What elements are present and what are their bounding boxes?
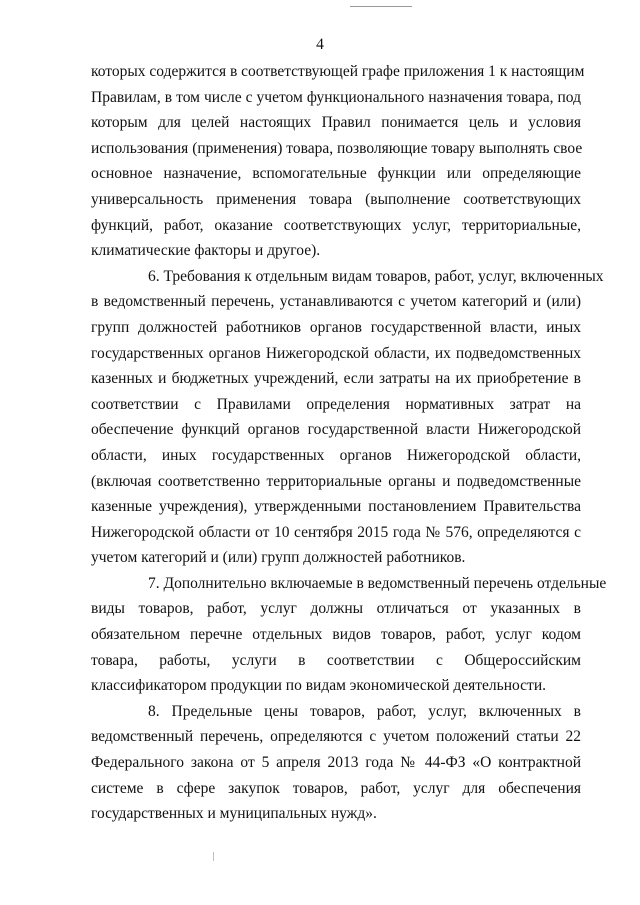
paragraph-7 — [91, 571, 607, 699]
text-line: Нижегородской области от 10 сентября 2015 года № 576, определяются с — [91, 523, 581, 541]
text-line: государственных органов Нижегородской области, их подведомственных — [91, 344, 581, 362]
text-line: учетом категорий и (или) групп должностей работников. — [91, 549, 466, 567]
text-line: казенные учреждения), утвержденными постановлением Правительства — [91, 498, 581, 516]
paragraph-8 — [91, 699, 581, 827]
page-number: 4 — [316, 36, 324, 53]
text-line: виды товаров, работ, услуг должны отличаться от указанных в — [91, 600, 581, 618]
text-line: которых содержится в соответствующей графе приложения 1 к настоящим — [91, 63, 585, 80]
text-line: Федерального закона от 5 апреля 2013 года № 44-ФЗ «О контрактной — [91, 754, 581, 772]
paragraph-continuation — [91, 59, 585, 264]
paragraph-6 — [91, 264, 604, 571]
text-line: групп должностей работников органов государственной власти, иных — [91, 318, 581, 336]
text-line: соответствии с Правилами определения нормативных затрат на — [91, 395, 581, 413]
text-line: использования (применения) товара, позволяющие товару выполнять свое — [91, 139, 583, 157]
text-line: товара, работы, услуги в соответствии с Общероссийским — [91, 651, 581, 669]
text-line: 8. Предельные цены товаров, работ, услуг, включенных в — [148, 702, 581, 720]
text-line: системе в сфере закупок товаров, работ, услуг для обеспечения — [91, 779, 581, 797]
text-line: 7. Дополнительно включаемые в ведомственный перечень отдельные — [148, 574, 607, 592]
text-line: обеспечение функций органов государственной власти Нижегородской — [91, 421, 581, 439]
text-line: классификатором продукции по видам экономической деятельности. — [91, 677, 546, 695]
text-line: основное назначение, вспомогательные функции или определяющие — [91, 165, 581, 183]
text-line: казенных и бюджетных учреждений, если затраты на их приобретение в — [91, 370, 581, 388]
text-line: обязательном перечне отдельных видов товаров, работ, услуг кодом — [91, 626, 581, 644]
text-line: в ведомственный перечень, устанавливаются с учетом категорий и (или) — [91, 293, 581, 311]
text-line: ведомственный перечень, определяются с учетом положений статьи 22 — [91, 728, 581, 746]
text-line: которым для целей настоящих Правил понимается цель и условия — [91, 114, 581, 132]
text-line: (включая соответственно территориальные органы и подведомственные — [91, 472, 581, 490]
top-rule — [350, 6, 412, 7]
text-line: Правилам, в том числе с учетом функционального назначения товара, под — [91, 88, 581, 106]
text-line: климатические факторы и другое). — [91, 242, 321, 260]
text-line: 6. Требования к отдельным видам товаров, работ, услуг, включенных — [148, 267, 604, 285]
text-line: функций, работ, оказание соответствующих услуг, территориальные, — [91, 216, 581, 234]
text-line: государственных и муниципальных нужд». — [91, 805, 377, 823]
scan-mark — [213, 852, 214, 861]
document-body — [91, 59, 607, 827]
text-line: универсальность применения товара (выполнение соответствующих — [91, 190, 581, 208]
text-line: области, иных государственных органов Нижегородской области, — [91, 446, 581, 464]
